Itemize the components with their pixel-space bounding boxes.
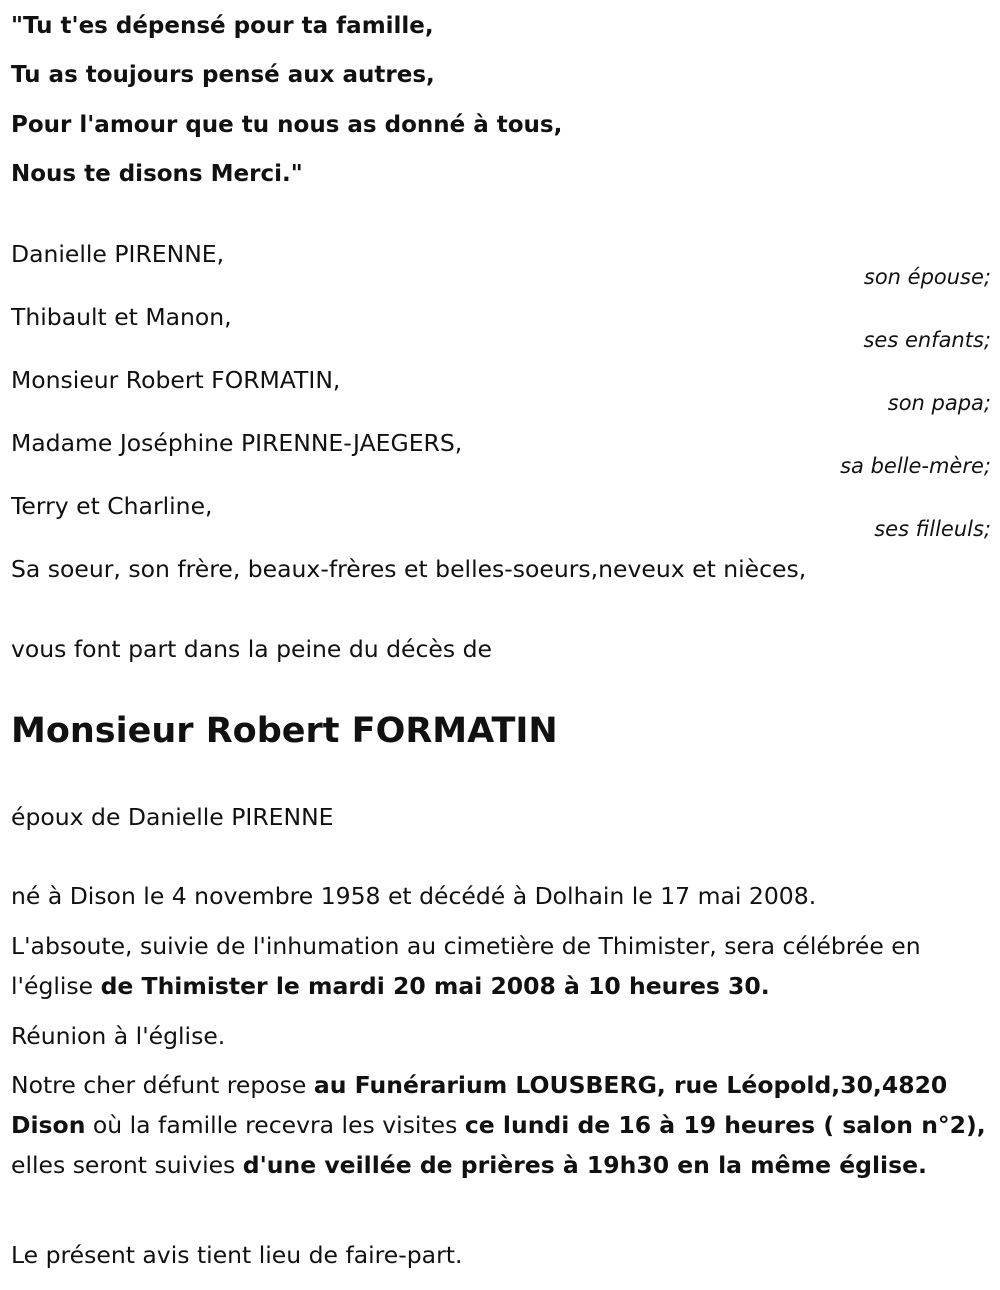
family-member-name: Danielle PIRENNE, (11, 240, 225, 268)
poem-line: "Tu t'es dépensé pour ta famille, (11, 13, 434, 39)
family-member-name: Madame Joséphine PIRENNE-JAEGERS, (11, 429, 463, 457)
poem-line: Pour l'amour que tu nous as donné à tous, (11, 112, 563, 138)
visiting-hours: ce lundi de 16 à 19 heures ( salon n°2), (464, 1111, 986, 1139)
family-member-name: Monsieur Robert FORMATIN, (11, 366, 341, 394)
closing-line: Le présent avis tient lieu de faire-part. (11, 1241, 463, 1269)
family-member-name: Terry et Charline, (11, 492, 213, 520)
visitation-text: Notre cher défunt repose (11, 1071, 314, 1099)
meeting-line: Réunion à l'église. (11, 1022, 226, 1050)
birth-death-line: né à Dison le 4 novembre 1958 et décédé à Dolhain le 17 mai 2008. (11, 882, 817, 910)
ceremony-details: de Thimister le mardi 20 mai 2008 à 10 heures 30. (100, 972, 770, 1000)
ceremony-text: L'absoute, suivie de l'inhumation au cimetière de Thimister, sera célébrée en l'église (11, 932, 921, 1000)
spouse-line: époux de Danielle PIRENNE (11, 803, 334, 831)
family-member-name: Thibault et Manon, (11, 303, 232, 331)
vigil-details: d'une veillée de prières à 19h30 en la même église. (242, 1151, 927, 1179)
poem-line: Tu as toujours pensé aux autres, (11, 62, 435, 88)
family-member-relation: ses enfants; (863, 328, 991, 352)
ceremony-paragraph (11, 926, 991, 1006)
family-member-relation: ses filleuls; (874, 517, 991, 541)
relatives-line: Sa soeur, son frère, beaux-frères et belles-soeurs,neveux et nièces, (11, 555, 807, 583)
visitation-paragraph (11, 1065, 991, 1185)
family-member-relation: sa belle-mère; (840, 454, 991, 478)
family-member-relation: son épouse; (863, 265, 991, 289)
poem-line: Nous te disons Merci." (11, 161, 303, 187)
announcement-text: vous font part dans la peine du décès de (11, 635, 492, 663)
deceased-name: Monsieur Robert FORMATIN (11, 711, 558, 751)
visitation-text: elles seront suivies (11, 1151, 243, 1179)
visitation-text: où la famille recevra les visites (85, 1111, 465, 1139)
family-member-relation: son papa; (887, 391, 991, 415)
funerarium-address: au Funérarium LOUSBERG, rue Léopold,30,4820 Dison (11, 1071, 948, 1139)
